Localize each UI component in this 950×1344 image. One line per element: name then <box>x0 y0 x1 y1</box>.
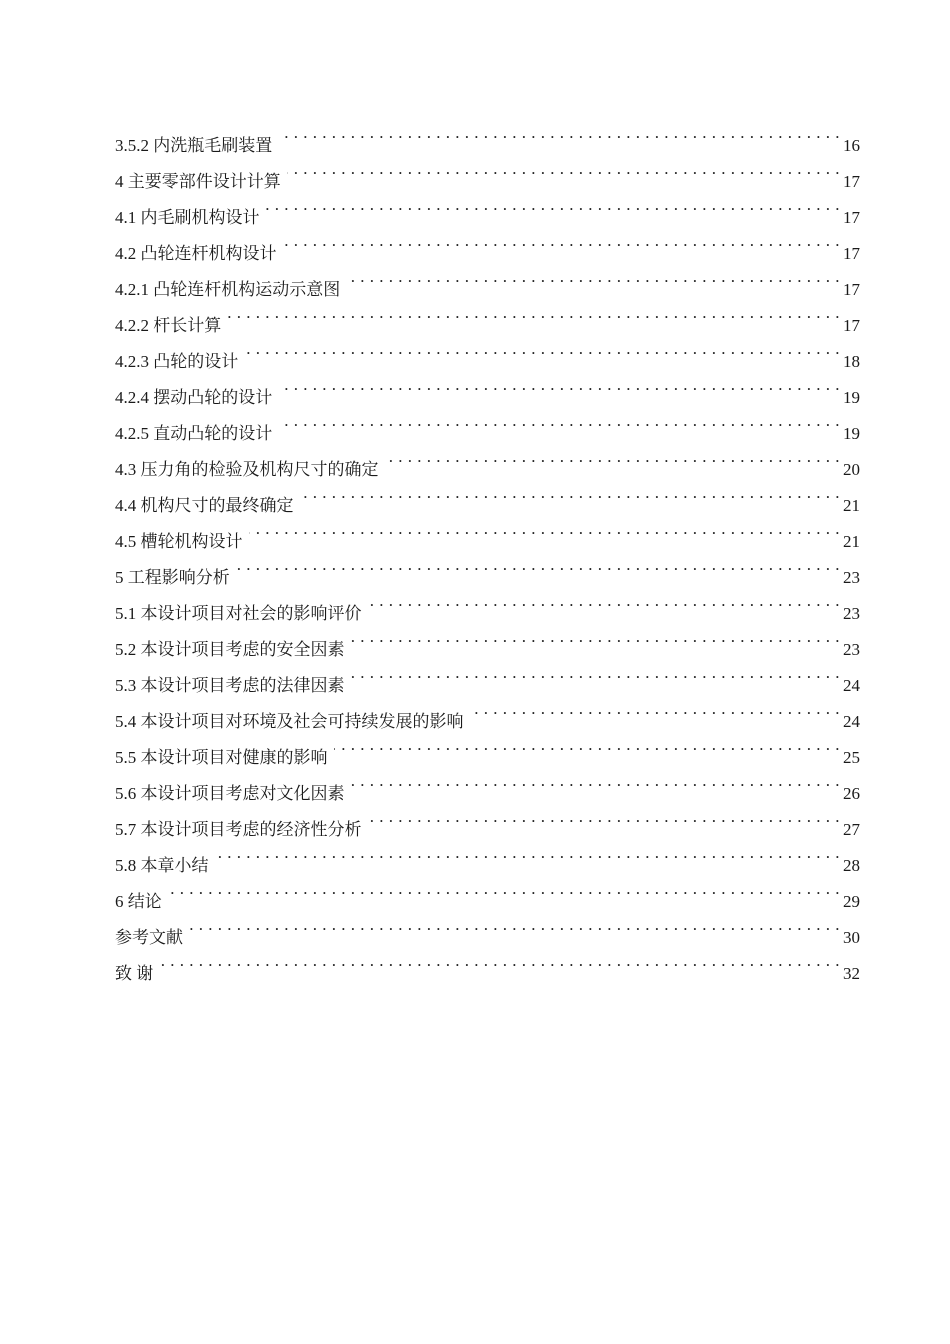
toc-entry-title: 4.1 内毛刷机构设计 <box>115 200 266 236</box>
dot-leader <box>300 475 841 511</box>
dot-leader <box>368 583 841 619</box>
toc-entry-page-number: 17 <box>843 316 860 335</box>
toc-entry-page-number: 16 <box>843 136 860 155</box>
dot-leader <box>249 511 841 547</box>
toc-entry[interactable] <box>115 871 860 911</box>
toc-entry-title: 4.2 凸轮连杆机构设计 <box>115 236 283 272</box>
toc-entry-title: 5.7 本设计项目考虑的经济性分析 <box>115 812 368 848</box>
dot-leader <box>470 691 841 727</box>
dot-leader <box>287 151 840 187</box>
toc-entry-page-number: 17 <box>843 244 860 263</box>
toc-entry-page-number: 23 <box>843 640 860 659</box>
toc-entry-title: 4.2.2 杆长计算 <box>115 308 227 344</box>
dot-leader <box>334 727 841 763</box>
toc-entry-page-number: 26 <box>843 784 860 803</box>
dot-leader <box>351 763 841 799</box>
toc-entry-title: 5.6 本设计项目考虑对文化因素 <box>115 776 351 812</box>
toc-entry-page-number: 29 <box>843 892 860 911</box>
dot-leader <box>215 835 841 871</box>
toc-entry-page-number: 21 <box>843 496 860 515</box>
toc-entry[interactable] <box>115 835 860 875</box>
table-of-contents <box>115 115 860 983</box>
toc-entry-title: 5.5 本设计项目对健康的影响 <box>115 740 334 776</box>
toc-entry-page-number: 24 <box>843 676 860 695</box>
toc-entry-title: 5.1 本设计项目对社会的影响评价 <box>115 596 368 632</box>
toc-entry-page-number: 27 <box>843 820 860 839</box>
dot-leader <box>385 439 841 475</box>
dot-leader <box>278 115 840 151</box>
toc-entry-page-number: 18 <box>843 352 860 371</box>
dot-leader <box>278 403 840 439</box>
dot-leader <box>346 259 840 295</box>
dot-leader <box>244 331 840 367</box>
dot-leader <box>189 907 840 943</box>
toc-entry-page-number: 19 <box>843 424 860 443</box>
toc-entry-page-number: 17 <box>843 280 860 299</box>
toc-entry-title: 致 谢 <box>115 956 159 992</box>
toc-entry-page-number: 21 <box>843 532 860 551</box>
toc-entry-title: 4.5 槽轮机构设计 <box>115 524 249 560</box>
toc-entry[interactable] <box>115 907 860 947</box>
toc-entry-page-number: 20 <box>843 460 860 479</box>
toc-entry-title: 4.2.1 凸轮连杆机构运动示意图 <box>115 272 346 308</box>
dot-leader <box>278 367 840 403</box>
toc-entry-title: 4.2.4 摆动凸轮的设计 <box>115 380 278 416</box>
toc-entry[interactable] <box>115 115 860 155</box>
toc-entry-title: 4.2.3 凸轮的设计 <box>115 344 244 380</box>
toc-entry-page-number: 28 <box>843 856 860 875</box>
toc-entry-title: 5.2 本设计项目考虑的安全因素 <box>115 632 351 668</box>
dot-leader <box>283 223 841 259</box>
dot-leader <box>168 871 840 907</box>
toc-entry-page-number: 30 <box>843 928 860 947</box>
toc-entry-title: 5 工程影响分析 <box>115 560 236 596</box>
dot-leader <box>351 655 841 691</box>
toc-entry-page-number: 24 <box>843 712 860 731</box>
toc-entry-page-number: 23 <box>843 604 860 623</box>
dot-leader <box>266 187 841 223</box>
toc-entry-title: 5.4 本设计项目对环境及社会可持续发展的影响 <box>115 704 470 740</box>
toc-entry-page-number: 17 <box>843 172 860 191</box>
toc-entry-title: 5.8 本章小结 <box>115 848 215 884</box>
toc-entry-title: 4 主要零部件设计计算 <box>115 164 287 200</box>
toc-entry-page-number: 25 <box>843 748 860 767</box>
toc-entry-title: 参考文献 <box>115 920 189 956</box>
toc-entry-title: 5.3 本设计项目考虑的法律因素 <box>115 668 351 704</box>
toc-entry-title: 4.2.5 直动凸轮的设计 <box>115 416 278 452</box>
dot-leader <box>368 799 841 835</box>
toc-entry-title: 6 结论 <box>115 884 168 920</box>
toc-entry-page-number: 23 <box>843 568 860 587</box>
dot-leader <box>159 943 840 979</box>
toc-entry-title: 4.3 压力角的检验及机构尺寸的确定 <box>115 452 385 488</box>
toc-entry-page-number: 19 <box>843 388 860 407</box>
toc-entry-page-number: 32 <box>843 964 860 983</box>
toc-entry-title: 3.5.2 内洗瓶毛刷装置 <box>115 128 278 164</box>
toc-entry-page-number: 17 <box>843 208 860 227</box>
dot-leader <box>227 295 840 331</box>
dot-leader <box>236 547 840 583</box>
toc-entry[interactable] <box>115 295 860 335</box>
dot-leader <box>351 619 841 655</box>
toc-entry-title: 4.4 机构尺寸的最终确定 <box>115 488 300 524</box>
toc-entry[interactable] <box>115 943 860 983</box>
